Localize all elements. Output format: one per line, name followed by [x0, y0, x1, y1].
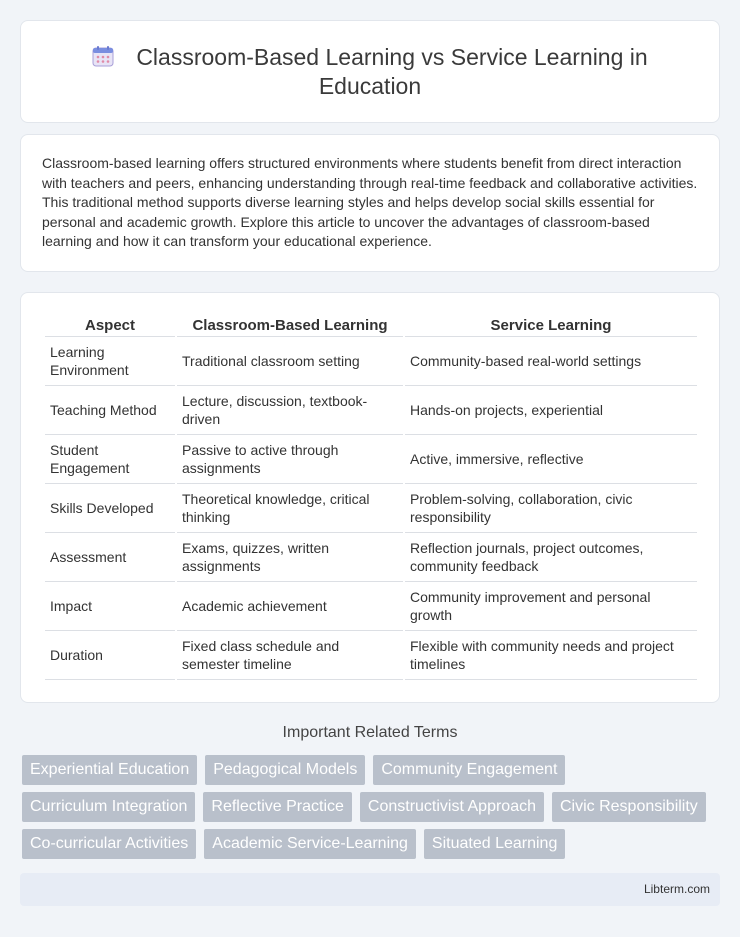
cell-aspect: Assessment	[45, 533, 175, 582]
cell-service: Hands-on projects, experiential	[405, 386, 697, 435]
cell-classroom: Lecture, discussion, textbook-driven	[177, 386, 403, 435]
related-term-tag[interactable]: Reflective Practice	[203, 792, 352, 822]
cell-service: Community-based real-world settings	[405, 337, 697, 386]
cell-service: Problem-solving, collaboration, civic responsibility	[405, 484, 697, 533]
related-term-tag[interactable]: Academic Service-Learning	[204, 829, 416, 859]
related-term-tag[interactable]: Constructivist Approach	[360, 792, 544, 822]
related-terms-list	[22, 755, 722, 859]
cell-classroom: Passive to active through assignments	[177, 435, 403, 484]
header-service: Service Learning	[405, 315, 697, 337]
header-aspect: Aspect	[45, 315, 175, 337]
cell-aspect: Duration	[45, 631, 175, 680]
table-row	[45, 337, 697, 386]
header-classroom: Classroom-Based Learning	[177, 315, 403, 337]
table-row	[45, 435, 697, 484]
cell-service: Active, immersive, reflective	[405, 435, 697, 484]
calendar-icon	[92, 45, 114, 67]
related-terms-heading: Important Related Terms	[282, 724, 458, 741]
cell-aspect: Student Engagement	[45, 435, 175, 484]
table-row	[45, 484, 697, 533]
related-term-tag[interactable]: Civic Responsibility	[552, 792, 706, 822]
cell-classroom: Traditional classroom setting	[177, 337, 403, 386]
cell-service: Reflection journals, project outcomes, community feedback	[405, 533, 697, 582]
cell-aspect: Impact	[45, 582, 175, 631]
cell-classroom: Theoretical knowledge, critical thinking	[177, 484, 403, 533]
cell-service: Community improvement and personal growth	[405, 582, 697, 631]
related-term-tag[interactable]: Community Engagement	[373, 755, 565, 785]
footer-brand-link[interactable]: Libterm.com	[643, 882, 710, 896]
related-term-tag[interactable]: Co-curricular Activities	[22, 829, 196, 859]
cell-classroom: Exams, quizzes, written assignments	[177, 533, 403, 582]
table-row	[45, 386, 697, 435]
table-row	[45, 631, 697, 680]
related-term-tag[interactable]: Situated Learning	[424, 829, 565, 859]
page-title: Classroom-Based Learning vs Service Learning in Education	[136, 43, 648, 99]
related-term-tag[interactable]: Curriculum Integration	[22, 792, 195, 822]
table-row	[45, 533, 697, 582]
cell-aspect: Learning Environment	[45, 337, 175, 386]
related-term-tag[interactable]: Experiential Education	[22, 755, 197, 785]
comparison-table	[43, 315, 699, 680]
cell-classroom: Academic achievement	[177, 582, 403, 631]
table-row	[45, 582, 697, 631]
cell-classroom: Fixed class schedule and semester timeline	[177, 631, 403, 680]
footer	[20, 873, 720, 906]
cell-aspect: Teaching Method	[45, 386, 175, 435]
title-card	[20, 20, 720, 123]
table-header-row	[45, 315, 697, 337]
intro-card	[20, 134, 720, 272]
cell-aspect: Skills Developed	[45, 484, 175, 533]
intro-text: Classroom-based learning offers structured environments where students benefit from direct interaction with teachers and peers, enhancing understanding through real-time feedback and collaborative activities. This traditional method supports diverse learning styles and helps develop social skills essential for personal and academic growth. Explore this article to uncover the advantages of classroom-based learning and how it can transform your educational experience.	[42, 155, 698, 249]
comparison-card	[20, 292, 720, 703]
cell-service: Flexible with community needs and project timelines	[405, 631, 697, 680]
related-term-tag[interactable]: Pedagogical Models	[205, 755, 365, 785]
page-title-wrap	[60, 43, 680, 101]
